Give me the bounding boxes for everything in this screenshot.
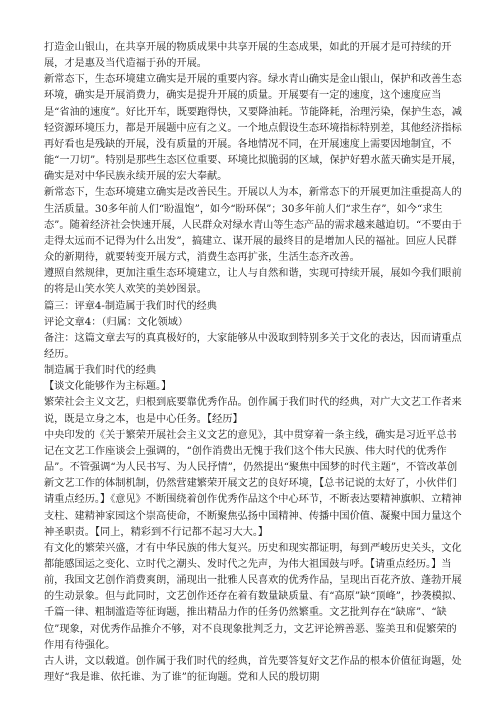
paragraph: 【谈文化能够作为主标题。】 (44, 381, 172, 393)
paragraph: 打造金山银山，在共享开展的物质成果中共享开展的生态成果，如此的开展才是可持续的开展，才是惠及当代造福于孙的开展。 (44, 42, 452, 70)
document-page (44, 40, 464, 686)
section-title: 篇三：评章4-制造属于我们时代的经典 (44, 300, 217, 312)
paragraph: 新常态下，生态环境建立确实是开展的重要内容。绿水青山确实是金山银山，保护和改善生态环境，确实是开展消费力，确实是提升开展的质量。开展要有一定的速度，这个速度应当是“省油的速度”。好比开车，既要跑得快，又要降油耗。节能降耗，治理污染，保护生态，减轻资源环境压力，都是开展题中应有之义。一个地点假设生态环境指标特别差，其他经济指标再好看也是残缺的开展，没有质量的开展。各地情况不同，在开展速度上需要因地制宜，不能“一刀切”。特别是那些生态区位重要、环境比拟脆弱的区域，保护好碧水蓝天确实是开展，确实是对中华民族永续开展的宏大奉献。 (44, 74, 462, 183)
paragraph: 新常态下，生态环境建立确实是改善民生。开展以人为本，新常态下的开展更加注重提高人的生活质量。30多年前人们“盼温饱”，如今“盼环保”；30多年前人们“求生存”，如今“求生态”。随着经济社会快速开展，人民群众对绿水青山等生态产品的需求越来越迫切。“不要由于走得太远而不记得为什么出发”，搞建立、谋开展的最终目的是增加人民的福祉。回应人民群众的新期待，就要转变开展方式，消费生态再扩张，生活生态齐改善。 (44, 187, 462, 264)
paragraph: 古人讲，文以载道。创作属于我们时代的经典，首先要答复好文艺作品的根本价值征询题，处理好“我是谁、依托谁、为了谁”的征询题。党和人民的殷切期 (44, 655, 462, 684)
article-title: 制造属于我们时代的经典 (44, 365, 157, 377)
paragraph: 中央印发的《关于繁荣开展社会主义文艺的意见》，其中贯穿着一条主线，确实是习近平总书记在文艺工作座谈会上强调的，“创作消费出无愧于我们这个伟大民族、伟大时代的优秀作品”。不管强调“为人民书写、为人民抒情”，仍然提出“聚焦中国梦的时代主题”，不管改革创新文艺工作的体制机制，仍然营建繁荣开展文艺的良好环境，【总书记说的太好了，小伙伴们请重点经历。】《意见》不断围绕着创作优秀作品这个中心环节，不断表达要精神旗帜、立精神支柱、建精神家园这个崇高使命，不断聚焦弘扬中国精神、传播中国价值、凝聚中国力量这个神圣职责。【同上，精彩到不行记都不起习大大。】 (44, 429, 462, 538)
paragraph: 有文化的繁荣兴盛，才有中华民族的伟大复兴。历史和现实都证明，每到严峻历史关头，文化都能感国运之变化、立时代之潮头、发时代之先声，为伟大祖国鼓与呼。【请重点经历。】当前，我国文艺创作消费爽朗，涌现出一批雅人民喜欢的优秀作品，呈现出百花齐放、蓬勃开展的生动景象。但与此同时，文艺创作还存在着有数量缺质量、有“高原”缺“顶峰”，抄袭模拟、千篇一律、粗制滥造等征询题，推出精品力作的任务仍然繁重。文艺批判存在“缺席”、“缺位”现象，对优秀作品推介不够，对不良现象批判乏力，文艺评论辨善恶、鉴美丑和促繁荣的作用有待强化。 (44, 542, 463, 651)
paragraph: 遵照自然规律，更加注重生态环境建立，让人与自然和谐，实现可持续开展，展如今我们眼前的将是山笑水笑人欢笑的美妙图景。 (44, 268, 462, 296)
comment-heading: 评论文章4：（归属：文化领域） (44, 316, 189, 328)
paragraph: 繁荣社会主义文艺，归根到底要靠优秀作品。创作属于我们时代的经典，对广大文艺工作者来说，既是立身之本，也是中心任务。【经历】 (44, 397, 462, 425)
note-paragraph: 备注：这篇文章去写的真真极好的，大家能够从中汲取到特别多关于文化的表达，因而请重点经历。 (44, 332, 462, 360)
